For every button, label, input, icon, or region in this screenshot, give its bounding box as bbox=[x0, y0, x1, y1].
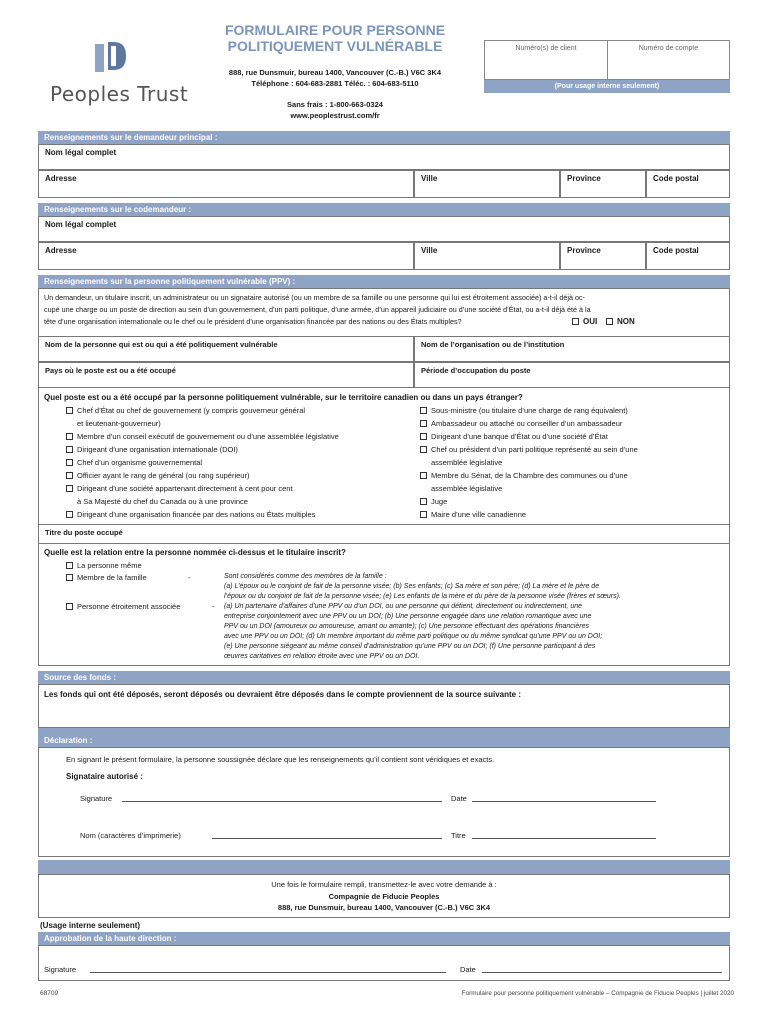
declaration-date-line[interactable] bbox=[472, 801, 656, 802]
checkbox-icon bbox=[66, 511, 73, 518]
declaration-name-label: Nom (caractères d’imprimerie) bbox=[80, 831, 181, 840]
position-option-cont: assemblée législative bbox=[431, 458, 503, 467]
declaration-section-bar: Déclaration : bbox=[38, 734, 730, 747]
applicant-province-label: Province bbox=[567, 174, 601, 183]
checkbox-icon bbox=[606, 318, 613, 325]
checkbox-icon bbox=[420, 472, 427, 479]
logo-text: Peoples Trust bbox=[50, 82, 189, 106]
pep-org-name-label: Nom de l’organisation ou de l’institution bbox=[421, 340, 565, 349]
client-number-label: Numéro(s) de client bbox=[515, 45, 577, 52]
funds-text: Les fonds qui ont été déposés, seront déposés ou devraient être déposés dans le compte proviennent de la source suivante : bbox=[44, 690, 522, 699]
checkbox-icon bbox=[66, 407, 73, 414]
form-title bbox=[200, 22, 470, 54]
approval-date-label: Date bbox=[460, 965, 476, 974]
position-option[interactable] bbox=[420, 431, 608, 442]
pep-question-line-1: Un demandeur, un titulaire inscrit, un administrateur ou un signataire autorisé (ou un membre de sa famille ou une personne qui lui est étroitement associée) a-t-il déjà oc- bbox=[44, 293, 585, 302]
logo-mark-icon bbox=[92, 40, 128, 76]
approval-section-bar: Approbation de la haute direction : bbox=[38, 932, 730, 945]
footer-caption: Formulaire pour personne politiquement vulnérable – Compagnie de Fiducie Peoples | juillet 2020 bbox=[461, 990, 734, 997]
position-option[interactable] bbox=[420, 444, 638, 455]
pep-position-question: Quel poste est ou a été occupé par la personne politiquement vulnérable, sur le territoire canadien ou dans un pays étranger? bbox=[44, 393, 523, 402]
checkbox-icon bbox=[66, 472, 73, 479]
pep-person-name-field[interactable] bbox=[38, 336, 414, 362]
send-to-address: 888, rue Dunsmuir, bureau 1400, Vancouver (C.-B.) V6C 3K4 bbox=[277, 903, 491, 912]
checkbox-icon bbox=[420, 511, 427, 518]
client-account-box bbox=[484, 40, 730, 80]
position-option[interactable] bbox=[420, 470, 628, 481]
coapplicant-legal-name-field[interactable] bbox=[38, 216, 730, 242]
declaration-signature-line[interactable] bbox=[122, 801, 442, 802]
relation-self-label: La personne même bbox=[77, 561, 142, 570]
approval-internal-label: (Usage interne seulement) bbox=[40, 921, 141, 930]
position-title-field[interactable] bbox=[38, 524, 730, 544]
position-option[interactable] bbox=[66, 470, 249, 481]
pep-person-name-label: Nom de la personne qui est ou qui a été politiquement vulnérable bbox=[45, 340, 278, 349]
position-option-label: Officier ayant le rang de général (ou rang supérieur) bbox=[77, 471, 250, 480]
position-option[interactable] bbox=[66, 509, 315, 520]
header-phone: Téléphone : 604-683-2881 Téléc. : 604-683-5110 bbox=[251, 79, 419, 88]
approval-signature-line[interactable] bbox=[90, 972, 446, 973]
relation-assoc-label: Personne étroitement associée bbox=[77, 602, 181, 611]
applicant-city-label: Ville bbox=[421, 174, 438, 183]
applicant-legal-name-field[interactable] bbox=[38, 144, 730, 170]
position-option-label: Maire d’une ville canadienne bbox=[431, 510, 527, 519]
pep-period-field[interactable] bbox=[414, 362, 730, 388]
pep-country-label: Pays où le poste est ou a été occupé bbox=[45, 366, 176, 375]
assoc-definition-3: PPV ou un DOI (amoureux ou amoureuse, amant ou amante); (c) Une personne effectuant des opérations financières bbox=[224, 623, 589, 630]
family-definition-1: Sont considérés comme des membres de la famille : bbox=[224, 573, 387, 580]
pep-no-label: NON bbox=[617, 317, 635, 326]
position-option-label: Dirigeant d’une société appartenant directement à cent pour cent bbox=[77, 484, 293, 493]
header-tollfree: Sans frais : 1-800-663-0324 bbox=[287, 100, 383, 109]
pep-question-line-3: tête d’une organisation internationale ou le chef ou le président d’une organisation financée par des nations ou des États multiples? bbox=[44, 317, 462, 326]
checkbox-icon bbox=[420, 446, 427, 453]
internal-use-bar: (Pour usage interne seulement) bbox=[484, 80, 730, 93]
peoples-trust-logo bbox=[50, 40, 189, 106]
relation-question: Quelle est la relation entre la personne nommée ci-dessus et le titulaire inscrit? bbox=[44, 548, 346, 557]
assoc-definition-4: avec une PPV ou un DOI; (d) Un membre important du même parti politique ou du même syndicat qu’une PPV ou un DOI; bbox=[224, 633, 603, 640]
pep-period-label: Période d’occupation du poste bbox=[421, 366, 531, 375]
applicant-legal-name-label: Nom légal complet bbox=[45, 148, 117, 157]
applicant-section-bar: Renseignements sur le demandeur principal : bbox=[38, 131, 730, 144]
checkbox-icon bbox=[66, 603, 73, 610]
position-option[interactable] bbox=[66, 444, 238, 455]
declaration-title-label: Titre bbox=[451, 831, 466, 840]
applicant-postal-field[interactable] bbox=[646, 170, 730, 198]
declaration-name-line[interactable] bbox=[212, 838, 442, 839]
relation-family-label: Membre de la famille bbox=[77, 573, 147, 582]
position-option[interactable] bbox=[420, 418, 622, 429]
declaration-text: En signant le présent formulaire, la personne soussignée déclare que les renseignements qu’il contient sont véridiques et exacts. bbox=[66, 755, 495, 764]
relation-family-option[interactable] bbox=[66, 572, 147, 583]
declaration-date-label: Date bbox=[451, 794, 467, 803]
position-option[interactable] bbox=[66, 483, 293, 494]
position-option-cont: et lieutenant-gouverneur) bbox=[77, 419, 161, 428]
send-to-company: Compagnie de Fiducie Peoples bbox=[328, 892, 440, 901]
assoc-definition-2: entreprise conjointement avec une PPV ou un DOI; (b) Une personne engagée dans une relation romantique avec une bbox=[224, 613, 592, 620]
form-code: 68709 bbox=[40, 990, 59, 997]
title-line-1: FORMULAIRE POUR PERSONNE bbox=[224, 22, 446, 38]
position-option[interactable] bbox=[66, 431, 339, 442]
position-option-label: Chef d’État ou chef de gouvernement (y compris gouverneur général bbox=[77, 406, 306, 415]
assoc-definition-6: œuvres caritatives en relation étroite avec une PPV ou un DOI. bbox=[224, 653, 420, 660]
position-option-label: Dirigeant d’une banque d’État ou d’une société d’État bbox=[431, 432, 608, 441]
coapplicant-province-field[interactable] bbox=[560, 242, 646, 270]
position-option-label: Sous-ministre (ou titulaire d’une charge de rang équivalent) bbox=[431, 406, 628, 415]
header-website: www.peoplestrust.com/fr bbox=[290, 111, 380, 120]
approval-signature-label: Signature bbox=[44, 965, 77, 974]
relation-assoc-dash: - bbox=[212, 602, 215, 611]
checkbox-icon bbox=[572, 318, 579, 325]
account-number-field[interactable] bbox=[608, 41, 729, 79]
family-definition-3: l’époux ou du conjoint de fait de la personne visée; (e) Les enfants de la mère et du père de la personne visée (frères et sœurs). bbox=[224, 593, 621, 600]
position-option[interactable] bbox=[420, 509, 526, 520]
checkbox-icon bbox=[420, 433, 427, 440]
coapplicant-legal-name-label: Nom légal complet bbox=[45, 220, 117, 229]
position-option-label: Juge bbox=[431, 497, 448, 506]
position-option[interactable] bbox=[420, 405, 628, 416]
checkbox-icon bbox=[420, 407, 427, 414]
pep-org-name-field[interactable] bbox=[414, 336, 730, 362]
checkbox-icon bbox=[66, 485, 73, 492]
send-to-bar bbox=[38, 860, 730, 874]
position-option-label: Chef ou président d’un parti politique représenté au sein d’une bbox=[431, 445, 638, 454]
checkbox-icon bbox=[66, 562, 73, 569]
position-option[interactable] bbox=[66, 405, 305, 416]
assoc-definition-1: (a) Un partenaire d’affaires d’une PPV ou d’un DOI, ou une personne qui détient, directement ou indirectement, une bbox=[224, 603, 582, 610]
checkbox-icon bbox=[420, 498, 427, 505]
pep-yes-label: OUI bbox=[583, 317, 598, 326]
position-option-label: Ambassadeur ou attaché ou conseiller d’un ambassadeur bbox=[431, 419, 623, 428]
pep-yes-option[interactable] bbox=[572, 316, 597, 327]
relation-self-option[interactable] bbox=[66, 560, 142, 571]
position-option[interactable] bbox=[420, 496, 447, 507]
position-option-label: Chef d’un organisme gouvernemental bbox=[77, 458, 203, 467]
checkbox-icon bbox=[420, 420, 427, 427]
coapplicant-province-label: Province bbox=[567, 246, 601, 255]
pep-section-bar: Renseignements sur la personne politiquement vulnérable (PPV) : bbox=[38, 275, 730, 288]
header-address: 888, rue Dunsmuir, bureau 1400, Vancouver (C.-B.) V6C 3K4 bbox=[228, 68, 442, 77]
coapplicant-section-bar: Renseignements sur le codemandeur : bbox=[38, 203, 730, 216]
applicant-city-field[interactable] bbox=[414, 170, 560, 198]
approval-date-line[interactable] bbox=[482, 972, 722, 973]
client-number-field[interactable] bbox=[485, 41, 608, 79]
coapplicant-city-label: Ville bbox=[421, 246, 438, 255]
coapplicant-address-label: Adresse bbox=[45, 246, 77, 255]
checkbox-icon bbox=[66, 446, 73, 453]
checkbox-icon bbox=[66, 574, 73, 581]
position-title-label: Titre du poste occupé bbox=[45, 528, 123, 537]
applicant-address-field[interactable] bbox=[38, 170, 414, 198]
position-option[interactable] bbox=[66, 457, 202, 468]
checkbox-icon bbox=[66, 433, 73, 440]
coapplicant-city-field[interactable] bbox=[414, 242, 560, 270]
position-option-cont: à Sa Majesté du chef du Canada ou à une province bbox=[77, 497, 248, 506]
position-option-cont: assemblée législative bbox=[431, 484, 503, 493]
position-option-label: Dirigeant d’une organisation internationale (DOI) bbox=[77, 445, 238, 454]
title-line-2: POLITIQUEMENT VULNÉRABLE bbox=[227, 38, 443, 54]
coapplicant-postal-field[interactable] bbox=[646, 242, 730, 270]
checkbox-icon bbox=[66, 459, 73, 466]
relation-assoc-option[interactable] bbox=[66, 601, 180, 612]
applicant-address-label: Adresse bbox=[45, 174, 77, 183]
account-number-label: Numéro de compte bbox=[638, 45, 699, 52]
applicant-province-field[interactable] bbox=[560, 170, 646, 198]
declaration-title-line[interactable] bbox=[472, 838, 656, 839]
applicant-postal-label: Code postal bbox=[653, 174, 699, 183]
declaration-signature-label: Signature bbox=[80, 794, 113, 803]
coapplicant-postal-label: Code postal bbox=[653, 246, 699, 255]
position-option-label: Membre du Sénat, de la Chambre des communes ou d’une bbox=[431, 471, 628, 480]
funds-section-bar: Source des fonds : bbox=[38, 671, 730, 684]
family-definition-2: (a) L’époux ou le conjoint de fait de la personne visée; (b) Ses enfants; (c) Sa mère et son père; (d) La mère et le père de bbox=[224, 583, 600, 590]
relation-family-dash: - bbox=[188, 573, 191, 582]
authorized-signatory: Signataire autorisé : bbox=[66, 772, 143, 781]
pep-country-field[interactable] bbox=[38, 362, 414, 388]
pep-question-line-2: cupé une charge ou un poste de direction au sein d’un gouvernement, d’un parti politique, d’une armée, d’un appareil judiciaire ou d’une société d’État, ou a-t-il déjà été à la bbox=[44, 305, 591, 314]
position-option-label: Membre d’un conseil exécutif de gouvernement ou d’une assemblée législative bbox=[77, 432, 339, 441]
position-option-label: Dirigeant d’une organisation financée par des nations ou États multiples bbox=[77, 510, 316, 519]
send-to-text: Une fois le formulaire rempli, transmettez-le avec votre demande à : bbox=[271, 880, 497, 889]
pep-no-option[interactable] bbox=[606, 316, 635, 327]
coapplicant-address-field[interactable] bbox=[38, 242, 414, 270]
assoc-definition-5: (e) Une personne siégeant au même conseil d’administration qu’une PPV ou un DOI; (f) Une personne participant à des bbox=[224, 643, 596, 650]
approval-frame bbox=[38, 945, 730, 981]
